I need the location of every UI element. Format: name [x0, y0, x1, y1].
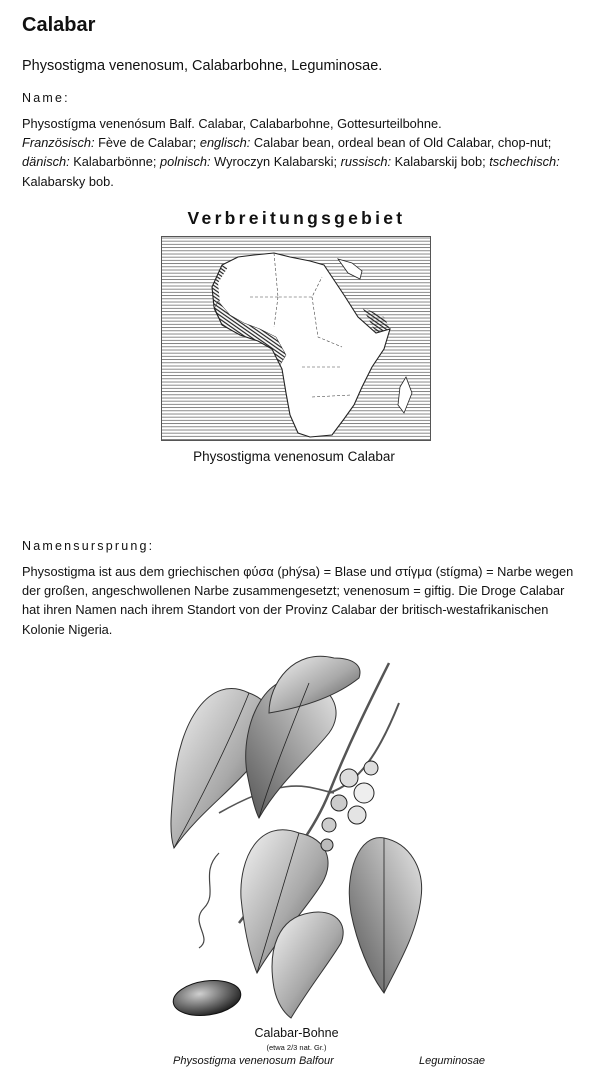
tendril — [199, 853, 219, 948]
name-paragraph — [22, 114, 574, 191]
leaf-lower-right — [349, 838, 421, 993]
lang-name: Kalabarbönne; — [69, 154, 161, 170]
lang-label: russisch: — [340, 154, 392, 170]
lang-label: polnisch: — [160, 154, 211, 170]
lang-name: Wyroczyn Kalabarski; — [210, 154, 341, 170]
lang-label: dänisch: — [22, 154, 70, 170]
calabar-bean-illustration — [159, 643, 431, 1019]
map-heading: Verbreitungsgebiet — [187, 208, 406, 228]
bean-seed — [171, 976, 243, 1019]
species-caption: Physostigma venenosum Balfour — [173, 1055, 334, 1067]
family-caption: Leguminosae — [419, 1055, 486, 1067]
lang-label: Französisch: — [22, 135, 95, 151]
origin-paragraph: Physostigma ist aus dem griechischen φύσα (phýsa) = Blase und στίγμα (stígma) = Narbe wegen der großen, angeschwollenen Narbe zusammengesetzt; venenosum = giftig. Die Droge Calabar hat ihren Namen nach ihrem Standort von der Provinz Calabar der britisch-westafrikanischen Kolonie Nigeria. — [22, 564, 574, 637]
lang-label: tschechisch: — [489, 154, 560, 170]
lang-name: Kalabarskij bob; — [391, 154, 490, 170]
map-caption: Physostigma venenosum Calabar — [193, 449, 395, 464]
origin-heading: Namensursprung: — [22, 539, 155, 553]
plant-drawing — [159, 643, 431, 1019]
africa-map-graphic — [162, 237, 430, 440]
page-subtitle: Physostigma venenosum, Calabarbohne, Leguminosae. — [22, 58, 383, 74]
illustration-scale-note: (etwa 2/3 nat. Gr.) — [266, 1043, 327, 1052]
page-title: Calabar — [22, 14, 96, 36]
leaf-bottom — [272, 912, 343, 1018]
name-heading: Name: — [22, 91, 70, 105]
distribution-map — [161, 236, 431, 441]
lang-name: Calabar bean, ordeal bean of Old Calabar, chop-nut; — [250, 135, 552, 151]
lang-name: Kalabarsky bob. — [22, 173, 114, 189]
lang-name: Fève de Calabar; — [94, 135, 200, 151]
lang-label: englisch: — [199, 135, 251, 151]
illustration-caption: Calabar-Bohne — [254, 1026, 339, 1040]
flower-cluster — [321, 761, 378, 851]
botanical-names: Physostígma venenósum Balf. Calabar, Calabarbohne, Gottesurteilbohne. — [22, 116, 442, 131]
